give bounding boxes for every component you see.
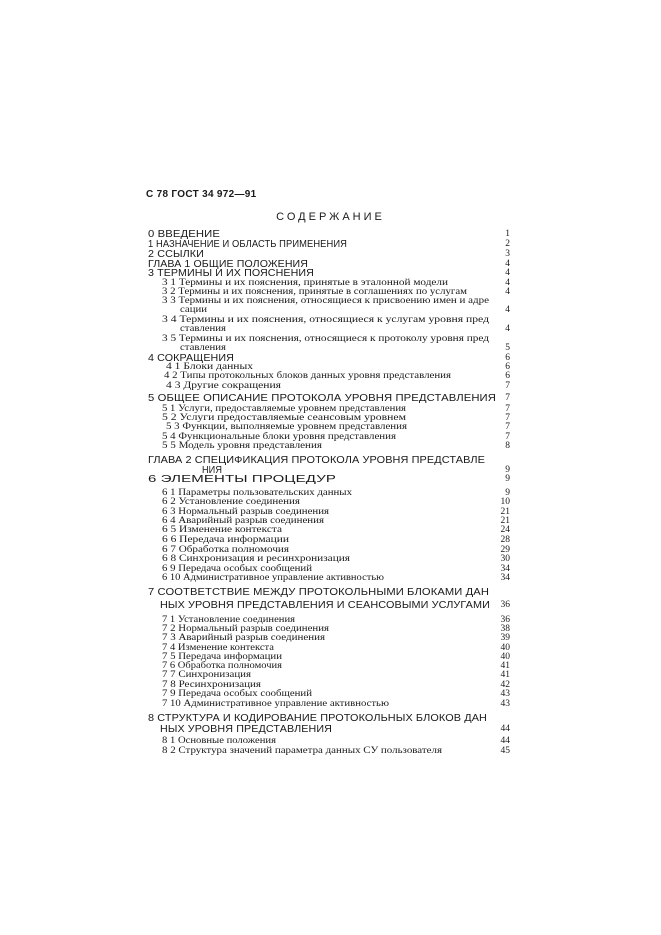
toc-entry-page: 30 bbox=[500, 554, 510, 564]
toc-entry-text: 6 10 Административное управление активностью bbox=[162, 573, 384, 583]
toc-entry-text: 6 6 Передача информации bbox=[162, 535, 289, 545]
toc-entry-page: 6 bbox=[505, 362, 510, 372]
toc-entry-text: ставления bbox=[180, 324, 226, 334]
toc-entry-text: 3 1 Термины и их пояснения, принятые в эталонной модели bbox=[162, 278, 448, 288]
toc-entry-text: 7 3 Аварийный разрыв соединения bbox=[162, 633, 325, 643]
toc-entry-page: 6 bbox=[505, 371, 510, 381]
toc-entry-text: 7 9 Передача особых сообщений bbox=[162, 689, 312, 699]
toc-entry-page: 40 bbox=[500, 643, 510, 653]
toc-entry-text: ГЛАВА 2 СПЕЦИФИКАЦИЯ ПРОТОКОЛА УРОВНЯ ПРЕДСТАВЛЕ bbox=[148, 454, 485, 466]
toc-entry-text: 6 5 Изменение контекста bbox=[162, 525, 282, 535]
toc-entry-page: 21 bbox=[500, 516, 510, 526]
toc-entry-page: 34 bbox=[500, 573, 510, 583]
toc-entry-text: 6 4 Аварийный разрыв соединения bbox=[162, 516, 324, 526]
toc-entry-text: НЫХ УРОВНЯ ПРЕДСТАВЛЕНИЯ И СЕАНСОВЫМИ УСЛУГАМИ bbox=[160, 599, 490, 611]
toc-entry-page: 7 bbox=[505, 404, 510, 414]
toc-entry-text: 5 5 Модель уровня представления bbox=[162, 441, 322, 451]
toc-entry-text: 6 9 Передача особых сообщений bbox=[162, 564, 312, 574]
toc-entry-text: 3 2 Термины и их пояснения, принятые в соглашениях по услугам bbox=[162, 287, 467, 297]
toc-entry-text: 7 8 Ресинхронизация bbox=[162, 680, 261, 690]
toc-entry-text: 7 10 Административное управление активностью bbox=[162, 699, 389, 709]
toc-entry bbox=[162, 441, 510, 452]
toc-entry-text: 3 3 Термины и их пояснения, относящиеся к присвоению имен и адре bbox=[162, 296, 489, 306]
toc-entry-page: 29 bbox=[500, 545, 510, 555]
toc-entry bbox=[148, 587, 490, 598]
toc-entry-page: 3 bbox=[505, 249, 510, 259]
toc-entry-text: ГЛАВА 1 ОБЩИЕ ПОЛОЖЕНИЯ bbox=[148, 258, 308, 270]
toc-entry-page: 44 bbox=[500, 724, 510, 734]
toc-entry bbox=[160, 600, 510, 611]
toc-entry-text: 4 2 Типы протокольных блоков данных уровня представления bbox=[164, 371, 451, 381]
page-title: СОДЕРЖАНИЕ bbox=[276, 211, 385, 223]
toc-entry-text: 7 2 Нормальный разрыв соединения bbox=[162, 624, 329, 634]
toc-entry-text: 0 ВВЕДЕНИЕ bbox=[148, 228, 220, 240]
toc-entry-text: 7 6 Обработка полномочия bbox=[162, 661, 282, 671]
toc-entry-page: 6 bbox=[505, 353, 510, 363]
toc-entry-page: 4 bbox=[505, 278, 510, 288]
toc-entry bbox=[162, 699, 510, 710]
toc-entry-page: 4 bbox=[505, 324, 510, 334]
toc-entry-text: 8 1 Основные положения bbox=[162, 736, 276, 746]
toc-entry-page: 42 bbox=[500, 680, 510, 690]
toc-entry-page: 9 bbox=[505, 474, 510, 484]
toc-entry-page: 2 bbox=[505, 239, 510, 249]
toc-entry-text: 4 1 Блоки данных bbox=[166, 362, 253, 372]
toc-entry-text: ставления bbox=[180, 343, 226, 353]
toc-entry-text: 5 ОБЩЕЕ ОПИСАНИЕ ПРОТОКОЛА УРОВНЯ ПРЕДСТАВЛЕНИЯ bbox=[148, 392, 496, 404]
toc-entry-text: 6 3 Нормальный разрыв соединения bbox=[162, 507, 329, 517]
toc-entry-text: 2 ССЫЛКИ bbox=[148, 248, 204, 260]
toc-entry-text: 8 2 Структура значений параметра данных СУ пользователя bbox=[162, 746, 442, 756]
toc-entry-text: сации bbox=[180, 305, 207, 315]
toc-entry-text: 7 1 Установление соединения bbox=[162, 615, 295, 625]
toc-entry-text: 3 4 Термины и их пояснения, относящиеся к услугам уровня пред bbox=[162, 315, 489, 325]
toc-entry-text: 4 3 Другие сокращения bbox=[166, 381, 281, 391]
toc-entry-text: 4 СОКРАЩЕНИЯ bbox=[148, 352, 234, 364]
toc-entry-page: 4 bbox=[505, 287, 510, 297]
toc-entry bbox=[162, 746, 510, 757]
toc-entry-page: 36 bbox=[500, 615, 510, 625]
toc-entry-text: 5 2 Услуги предоставляемые сеансовым уровнем bbox=[162, 413, 406, 423]
toc-entry-page: 34 bbox=[500, 564, 510, 574]
toc-entry-text: 5 4 Функциональные блоки уровня представления bbox=[162, 432, 396, 442]
toc-entry-page: 7 bbox=[505, 413, 510, 423]
toc-entry-page: 7 bbox=[505, 422, 510, 432]
toc-entry-page: 4 bbox=[505, 259, 510, 269]
toc-entry bbox=[160, 724, 510, 735]
page-header: С 78 ГОСТ 34 972—91 bbox=[146, 189, 257, 200]
toc-entry-page: 4 bbox=[505, 305, 510, 315]
toc-entry-page: 28 bbox=[500, 535, 510, 545]
toc-entry bbox=[148, 393, 510, 404]
toc-entry-page: 7 bbox=[505, 393, 510, 403]
toc-entry-page: 7 bbox=[505, 381, 510, 391]
toc-entry-text: 3 5 Термины и их пояснения, относящиеся к протоколу уровня пред bbox=[162, 334, 489, 344]
toc-entry-page: 39 bbox=[500, 633, 510, 643]
toc-entry-text: 6 1 Параметры пользовательских данных bbox=[162, 488, 352, 498]
toc-entry-text: 6 7 Обработка полномочия bbox=[162, 545, 289, 555]
toc-entry-page: 9 bbox=[505, 488, 510, 498]
toc-entry-page: 4 bbox=[505, 268, 510, 278]
toc-entry-page: 24 bbox=[500, 525, 510, 535]
toc-entry-text: 6 ЭЛЕМЕНТЫ ПРОЦЕДУР bbox=[148, 473, 336, 485]
toc-entry-page: 36 bbox=[500, 600, 510, 610]
toc-entry-text: 7 5 Передача информации bbox=[162, 652, 282, 662]
toc-entry-page: 21 bbox=[500, 507, 510, 517]
toc-entry-text: 3 ТЕРМИНЫ И ИХ ПОЯСНЕНИЯ bbox=[148, 267, 314, 279]
toc-entry-text: 7 СООТВЕТСТВИЕ МЕЖДУ ПРОТОКОЛЬНЫМИ БЛОКАМИ ДАН bbox=[148, 586, 489, 598]
toc-entry-page: 7 bbox=[505, 432, 510, 442]
toc-entry-text: НЫХ УРОВНЯ ПРЕДСТАВЛЕНИЯ bbox=[160, 723, 332, 735]
toc-entry-text: 1 НАЗНАЧЕНИЕ И ОБЛАСТЬ ПРИМЕНЕНИЯ bbox=[148, 238, 347, 250]
toc-entry-text: 6 2 Установление соединения bbox=[162, 497, 300, 507]
toc-entry-page: 45 bbox=[500, 746, 510, 756]
toc-entry-page: 43 bbox=[500, 689, 510, 699]
toc-entry-page: 9 bbox=[505, 465, 510, 475]
toc-entry-page: 40 bbox=[500, 652, 510, 662]
toc-entry bbox=[148, 474, 510, 485]
toc-entry-page: 44 bbox=[500, 736, 510, 746]
toc-entry-page: 10 bbox=[500, 497, 510, 507]
toc-entry-text: 5 3 Функции, выполняемые уровнем представления bbox=[166, 422, 407, 432]
toc-entry-text: 6 8 Синхронизация и ресинхронизация bbox=[162, 554, 350, 564]
toc-entry-page: 1 bbox=[505, 229, 510, 239]
toc-entry-text: 8 СТРУКТУРА И КОДИРОВАНИЕ ПРОТОКОЛЬНЫХ БЛОКОВ ДАН bbox=[148, 712, 487, 724]
toc-entry-text: 5 1 Услуги, предоставляемые уровнем представления bbox=[162, 404, 406, 414]
toc-entry-page: 41 bbox=[500, 670, 510, 680]
toc-entry-page: 38 bbox=[500, 624, 510, 634]
toc-entry-page: 41 bbox=[500, 661, 510, 671]
toc-entry-page: 43 bbox=[500, 699, 510, 709]
toc-entry-text: 7 7 Синхронизация bbox=[162, 670, 251, 680]
toc-entry-page: 8 bbox=[505, 441, 510, 451]
toc-entry bbox=[166, 381, 510, 392]
toc-entry-page: 5 bbox=[505, 343, 510, 353]
toc-entry-text: 7 4 Изменение контекста bbox=[162, 643, 274, 653]
toc-entry bbox=[162, 573, 510, 584]
toc-entry-text: НИЯ bbox=[202, 464, 222, 476]
